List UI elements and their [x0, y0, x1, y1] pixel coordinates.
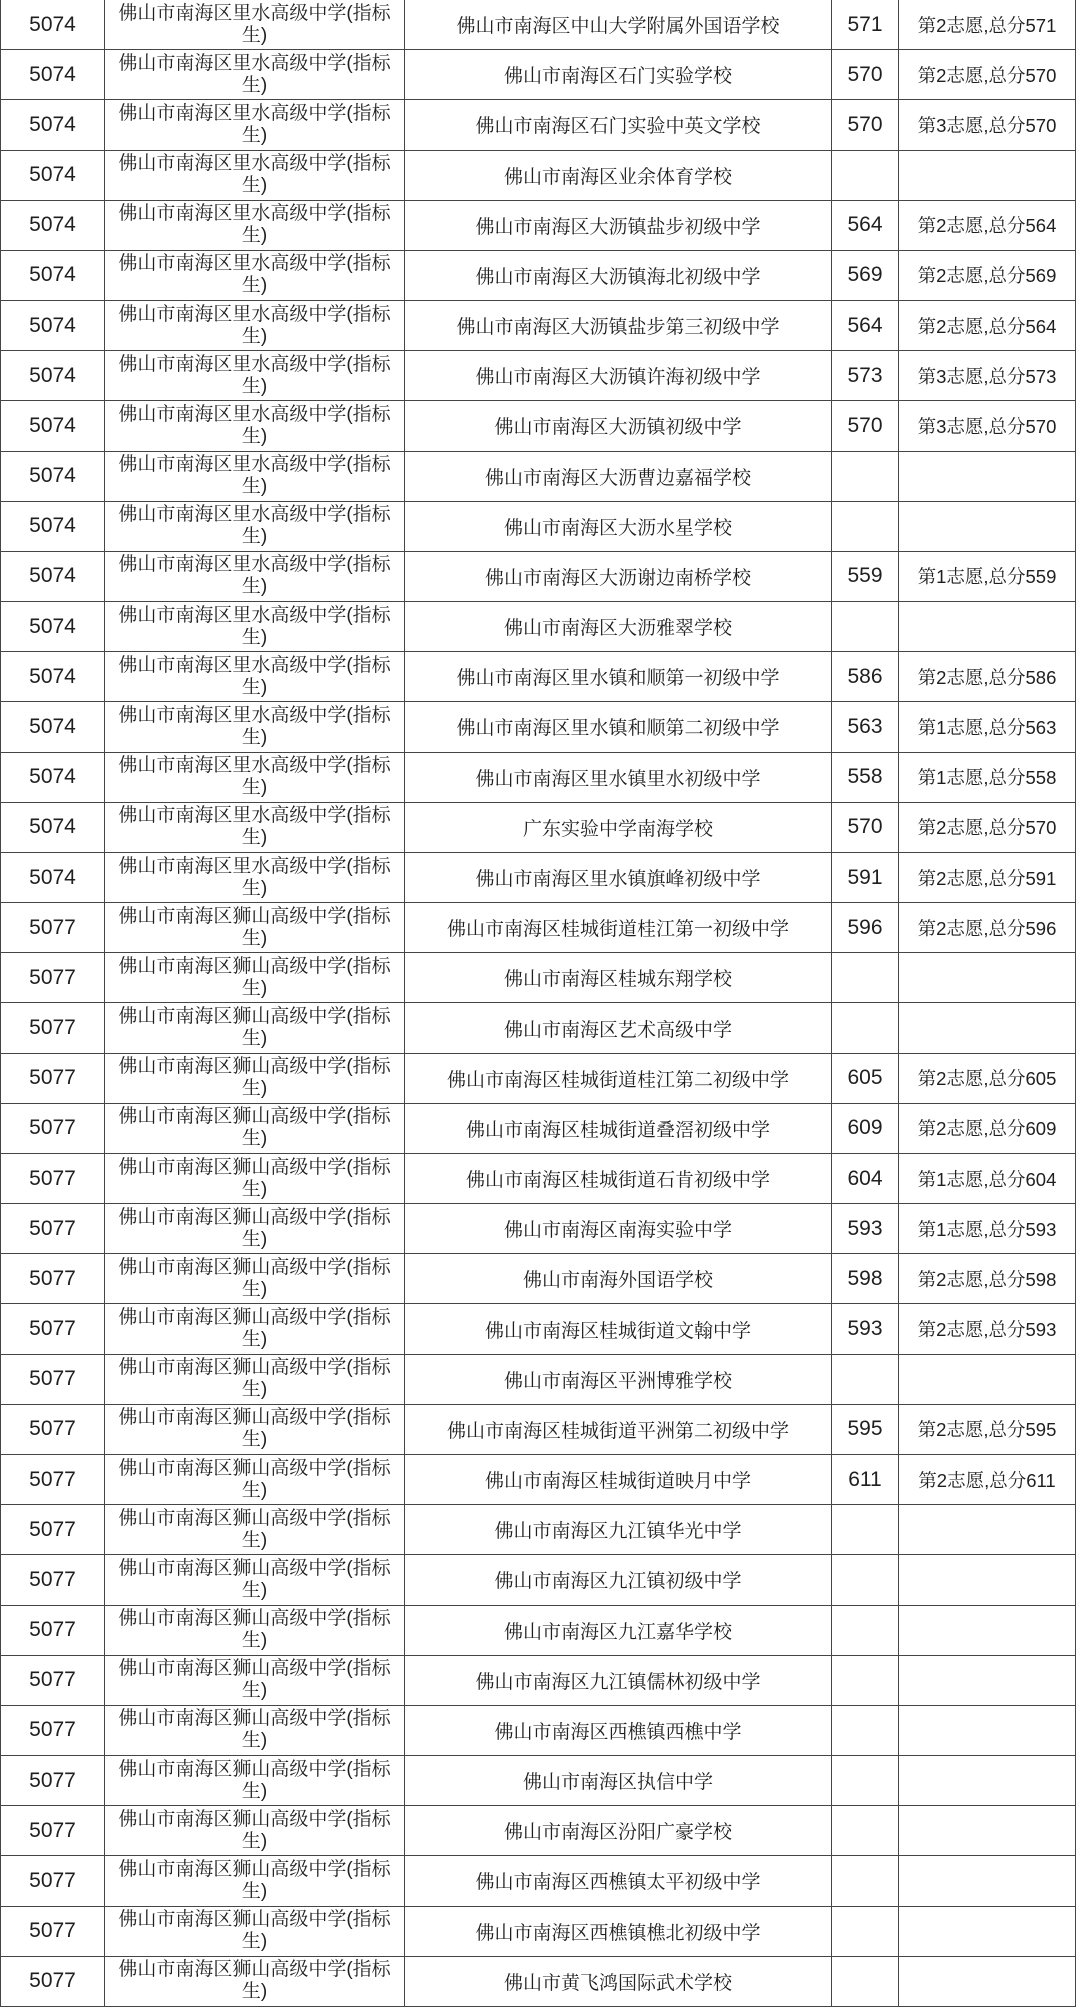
- code-cell: 5074: [1, 452, 105, 502]
- code-cell: 5077: [1, 1204, 105, 1254]
- school-cell: 佛山市南海区里水高级中学(指标生): [105, 803, 405, 853]
- score-cell: 570: [832, 50, 899, 100]
- school-cell: 佛山市南海区狮山高级中学(指标生): [105, 1355, 405, 1405]
- feeder-school-cell: 佛山市南海区汾阳广豪学校: [405, 1806, 832, 1856]
- school-cell: 佛山市南海区狮山高级中学(指标生): [105, 1555, 405, 1605]
- school-cell: 佛山市南海区狮山高级中学(指标生): [105, 903, 405, 953]
- school-cell: 佛山市南海区狮山高级中学(指标生): [105, 1003, 405, 1053]
- school-cell: 佛山市南海区狮山高级中学(指标生): [105, 1957, 405, 2007]
- code-cell: 5074: [1, 151, 105, 201]
- code-cell: 5074: [1, 502, 105, 552]
- score-cell: 611: [832, 1455, 899, 1505]
- feeder-school-cell: 佛山市南海区里水镇和顺第一初级中学: [405, 652, 832, 702]
- code-cell: 5077: [1, 1907, 105, 1957]
- code-cell: 5074: [1, 351, 105, 401]
- code-cell: 5077: [1, 1756, 105, 1806]
- code-cell: 5074: [1, 251, 105, 301]
- code-cell: 5074: [1, 652, 105, 702]
- school-cell: 佛山市南海区里水高级中学(指标生): [105, 351, 405, 401]
- school-cell: 佛山市南海区狮山高级中学(指标生): [105, 1656, 405, 1706]
- preference-cell: 第3志愿,总分570: [899, 401, 1076, 451]
- code-cell: 5077: [1, 1505, 105, 1555]
- preference-cell: 第3志愿,总分570: [899, 100, 1076, 150]
- school-cell: 佛山市南海区里水高级中学(指标生): [105, 100, 405, 150]
- feeder-school-cell: 佛山市南海区业余体育学校: [405, 151, 832, 201]
- score-cell: [832, 1756, 899, 1806]
- feeder-school-cell: 佛山市南海区九江镇儒林初级中学: [405, 1656, 832, 1706]
- code-cell: 5077: [1, 953, 105, 1003]
- code-cell: 5077: [1, 1856, 105, 1906]
- school-cell: 佛山市南海区里水高级中学(指标生): [105, 0, 405, 50]
- preference-cell: [899, 1907, 1076, 1957]
- preference-cell: 第2志愿,总分564: [899, 201, 1076, 251]
- preference-cell: [899, 1706, 1076, 1756]
- code-cell: 5074: [1, 301, 105, 351]
- score-cell: 604: [832, 1154, 899, 1204]
- school-cell: 佛山市南海区里水高级中学(指标生): [105, 201, 405, 251]
- school-cell: 佛山市南海区狮山高级中学(指标生): [105, 1054, 405, 1104]
- code-cell: 5077: [1, 1405, 105, 1455]
- score-cell: [832, 151, 899, 201]
- score-cell: 596: [832, 903, 899, 953]
- score-cell: 559: [832, 552, 899, 602]
- school-cell: 佛山市南海区狮山高级中学(指标生): [105, 1856, 405, 1906]
- preference-cell: 第1志愿,总分593: [899, 1204, 1076, 1254]
- school-cell: 佛山市南海区里水高级中学(指标生): [105, 301, 405, 351]
- feeder-school-cell: 佛山市南海区九江镇华光中学: [405, 1505, 832, 1555]
- feeder-school-cell: 佛山市南海区大沥镇海北初级中学: [405, 251, 832, 301]
- code-cell: 5077: [1, 1003, 105, 1053]
- preference-cell: [899, 953, 1076, 1003]
- preference-cell: 第3志愿,总分573: [899, 351, 1076, 401]
- score-cell: 593: [832, 1204, 899, 1254]
- school-cell: 佛山市南海区里水高级中学(指标生): [105, 251, 405, 301]
- preference-cell: 第2志愿,总分605: [899, 1054, 1076, 1104]
- code-cell: 5074: [1, 401, 105, 451]
- feeder-school-cell: 佛山市南海区大沥镇盐步第三初级中学: [405, 301, 832, 351]
- feeder-school-cell: 佛山市南海区桂城街道桂江第一初级中学: [405, 903, 832, 953]
- school-cell: 佛山市南海区狮山高级中学(指标生): [105, 1254, 405, 1304]
- code-cell: 5077: [1, 1304, 105, 1354]
- score-cell: 593: [832, 1304, 899, 1354]
- feeder-school-cell: 佛山市南海区桂城东翔学校: [405, 953, 832, 1003]
- school-cell: 佛山市南海区狮山高级中学(指标生): [105, 1806, 405, 1856]
- preference-cell: 第2志愿,总分598: [899, 1254, 1076, 1304]
- feeder-school-cell: 佛山市南海区里水镇和顺第二初级中学: [405, 702, 832, 752]
- feeder-school-cell: 佛山市南海区里水镇旗峰初级中学: [405, 853, 832, 903]
- preference-cell: 第1志愿,总分604: [899, 1154, 1076, 1204]
- preference-cell: [899, 452, 1076, 502]
- code-cell: 5077: [1, 1104, 105, 1154]
- score-cell: 571: [832, 0, 899, 50]
- score-cell: 569: [832, 251, 899, 301]
- code-cell: 5077: [1, 1054, 105, 1104]
- school-cell: 佛山市南海区狮山高级中学(指标生): [105, 1304, 405, 1354]
- feeder-school-cell: 佛山市南海区西樵镇樵北初级中学: [405, 1907, 832, 1957]
- preference-cell: 第1志愿,总分559: [899, 552, 1076, 602]
- score-cell: [832, 1907, 899, 1957]
- school-cell: 佛山市南海区里水高级中学(指标生): [105, 452, 405, 502]
- school-cell: 佛山市南海区狮山高级中学(指标生): [105, 1505, 405, 1555]
- feeder-school-cell: 佛山市南海区大沥曹边嘉福学校: [405, 452, 832, 502]
- feeder-school-cell: 佛山市南海区西樵镇西樵中学: [405, 1706, 832, 1756]
- feeder-school-cell: 佛山市南海区里水镇里水初级中学: [405, 753, 832, 803]
- code-cell: 5074: [1, 201, 105, 251]
- score-cell: 598: [832, 1254, 899, 1304]
- score-cell: 609: [832, 1104, 899, 1154]
- feeder-school-cell: 佛山市南海区桂城街道石肯初级中学: [405, 1154, 832, 1204]
- school-cell: 佛山市南海区狮山高级中学(指标生): [105, 1104, 405, 1154]
- score-cell: [832, 1656, 899, 1706]
- school-cell: 佛山市南海区里水高级中学(指标生): [105, 853, 405, 903]
- score-cell: 573: [832, 351, 899, 401]
- preference-cell: [899, 1003, 1076, 1053]
- preference-cell: [899, 602, 1076, 652]
- score-cell: [832, 1856, 899, 1906]
- feeder-school-cell: 佛山市南海区中山大学附属外国语学校: [405, 0, 832, 50]
- score-cell: 564: [832, 201, 899, 251]
- code-cell: 5077: [1, 1555, 105, 1605]
- school-cell: 佛山市南海区里水高级中学(指标生): [105, 151, 405, 201]
- feeder-school-cell: 佛山市南海外国语学校: [405, 1254, 832, 1304]
- feeder-school-cell: 佛山市南海区桂城街道映月中学: [405, 1455, 832, 1505]
- score-cell: 595: [832, 1405, 899, 1455]
- score-cell: [832, 1505, 899, 1555]
- code-cell: 5077: [1, 1355, 105, 1405]
- preference-cell: 第2志愿,总分564: [899, 301, 1076, 351]
- feeder-school-cell: 佛山市南海区桂城街道文翰中学: [405, 1304, 832, 1354]
- preference-cell: [899, 1806, 1076, 1856]
- feeder-school-cell: 佛山市南海区桂城街道平洲第二初级中学: [405, 1405, 832, 1455]
- feeder-school-cell: 佛山市南海区九江嘉华学校: [405, 1606, 832, 1656]
- feeder-school-cell: 佛山市南海区桂城街道桂江第二初级中学: [405, 1054, 832, 1104]
- feeder-school-cell: 佛山市南海区九江镇初级中学: [405, 1555, 832, 1605]
- score-cell: [832, 502, 899, 552]
- preference-cell: [899, 502, 1076, 552]
- preference-cell: [899, 1957, 1076, 2007]
- school-cell: 佛山市南海区里水高级中学(指标生): [105, 502, 405, 552]
- feeder-school-cell: 佛山市黄飞鸿国际武术学校: [405, 1957, 832, 2007]
- feeder-school-cell: 佛山市南海区大沥镇盐步初级中学: [405, 201, 832, 251]
- code-cell: 5074: [1, 552, 105, 602]
- code-cell: 5077: [1, 1957, 105, 2007]
- preference-cell: 第2志愿,总分595: [899, 1405, 1076, 1455]
- code-cell: 5074: [1, 753, 105, 803]
- score-cell: 570: [832, 100, 899, 150]
- code-cell: 5074: [1, 702, 105, 752]
- code-cell: 5074: [1, 853, 105, 903]
- score-cell: [832, 602, 899, 652]
- score-cell: 564: [832, 301, 899, 351]
- school-cell: 佛山市南海区里水高级中学(指标生): [105, 602, 405, 652]
- score-cell: [832, 1606, 899, 1656]
- feeder-school-cell: 佛山市南海区石门实验学校: [405, 50, 832, 100]
- score-cell: 563: [832, 702, 899, 752]
- feeder-school-cell: 佛山市南海区石门实验中英文学校: [405, 100, 832, 150]
- code-cell: 5074: [1, 602, 105, 652]
- code-cell: 5077: [1, 1455, 105, 1505]
- score-cell: [832, 953, 899, 1003]
- preference-cell: 第2志愿,总分593: [899, 1304, 1076, 1354]
- feeder-school-cell: 佛山市南海区平洲博雅学校: [405, 1355, 832, 1405]
- code-cell: 5074: [1, 50, 105, 100]
- school-cell: 佛山市南海区里水高级中学(指标生): [105, 753, 405, 803]
- preference-cell: [899, 1856, 1076, 1906]
- preference-cell: 第2志愿,总分569: [899, 251, 1076, 301]
- preference-cell: [899, 1355, 1076, 1405]
- school-cell: 佛山市南海区狮山高级中学(指标生): [105, 1756, 405, 1806]
- code-cell: 5074: [1, 100, 105, 150]
- feeder-school-cell: 佛山市南海区西樵镇太平初级中学: [405, 1856, 832, 1906]
- score-cell: 591: [832, 853, 899, 903]
- preference-cell: 第2志愿,总分609: [899, 1104, 1076, 1154]
- preference-cell: 第2志愿,总分611: [899, 1455, 1076, 1505]
- code-cell: 5074: [1, 0, 105, 50]
- score-cell: [832, 1003, 899, 1053]
- score-cell: [832, 1555, 899, 1605]
- score-cell: 570: [832, 803, 899, 853]
- feeder-school-cell: 佛山市南海区大沥雅翠学校: [405, 602, 832, 652]
- school-cell: 佛山市南海区狮山高级中学(指标生): [105, 1706, 405, 1756]
- feeder-school-cell: 佛山市南海区大沥谢边南桥学校: [405, 552, 832, 602]
- preference-cell: 第2志愿,总分596: [899, 903, 1076, 953]
- preference-cell: 第1志愿,总分563: [899, 702, 1076, 752]
- score-cell: [832, 1355, 899, 1405]
- school-cell: 佛山市南海区里水高级中学(指标生): [105, 652, 405, 702]
- code-cell: 5077: [1, 1656, 105, 1706]
- preference-cell: 第2志愿,总分571: [899, 0, 1076, 50]
- preference-cell: 第2志愿,总分586: [899, 652, 1076, 702]
- school-cell: 佛山市南海区狮山高级中学(指标生): [105, 1154, 405, 1204]
- school-cell: 佛山市南海区狮山高级中学(指标生): [105, 1204, 405, 1254]
- preference-cell: [899, 1756, 1076, 1806]
- preference-cell: 第2志愿,总分570: [899, 803, 1076, 853]
- code-cell: 5074: [1, 803, 105, 853]
- school-cell: 佛山市南海区里水高级中学(指标生): [105, 401, 405, 451]
- code-cell: 5077: [1, 1154, 105, 1204]
- score-cell: [832, 1806, 899, 1856]
- school-cell: 佛山市南海区里水高级中学(指标生): [105, 702, 405, 752]
- score-cell: 558: [832, 753, 899, 803]
- school-cell: 佛山市南海区狮山高级中学(指标生): [105, 953, 405, 1003]
- feeder-school-cell: 佛山市南海区大沥镇许海初级中学: [405, 351, 832, 401]
- feeder-school-cell: 佛山市南海区执信中学: [405, 1756, 832, 1806]
- score-cell: 570: [832, 401, 899, 451]
- preference-cell: [899, 1656, 1076, 1706]
- score-cell: [832, 452, 899, 502]
- code-cell: 5077: [1, 903, 105, 953]
- code-cell: 5077: [1, 1606, 105, 1656]
- feeder-school-cell: 佛山市南海区南海实验中学: [405, 1204, 832, 1254]
- score-cell: 586: [832, 652, 899, 702]
- code-cell: 5077: [1, 1706, 105, 1756]
- preference-cell: [899, 151, 1076, 201]
- code-cell: 5077: [1, 1806, 105, 1856]
- preference-cell: 第2志愿,总分591: [899, 853, 1076, 903]
- school-cell: 佛山市南海区里水高级中学(指标生): [105, 552, 405, 602]
- school-cell: 佛山市南海区狮山高级中学(指标生): [105, 1907, 405, 1957]
- school-cell: 佛山市南海区里水高级中学(指标生): [105, 50, 405, 100]
- feeder-school-cell: 佛山市南海区桂城街道叠滘初级中学: [405, 1104, 832, 1154]
- preference-cell: 第1志愿,总分558: [899, 753, 1076, 803]
- preference-cell: [899, 1606, 1076, 1656]
- score-cell: [832, 1706, 899, 1756]
- code-cell: 5077: [1, 1254, 105, 1304]
- school-cell: 佛山市南海区狮山高级中学(指标生): [105, 1405, 405, 1455]
- preference-cell: [899, 1555, 1076, 1605]
- feeder-school-cell: 佛山市南海区大沥镇初级中学: [405, 401, 832, 451]
- preference-cell: [899, 1505, 1076, 1555]
- feeder-school-cell: 广东实验中学南海学校: [405, 803, 832, 853]
- school-cell: 佛山市南海区狮山高级中学(指标生): [105, 1455, 405, 1505]
- score-cell: 605: [832, 1054, 899, 1104]
- preference-cell: 第2志愿,总分570: [899, 50, 1076, 100]
- score-cell: [832, 1957, 899, 2007]
- feeder-school-cell: 佛山市南海区艺术高级中学: [405, 1003, 832, 1053]
- school-cell: 佛山市南海区狮山高级中学(指标生): [105, 1606, 405, 1656]
- feeder-school-cell: 佛山市南海区大沥水星学校: [405, 502, 832, 552]
